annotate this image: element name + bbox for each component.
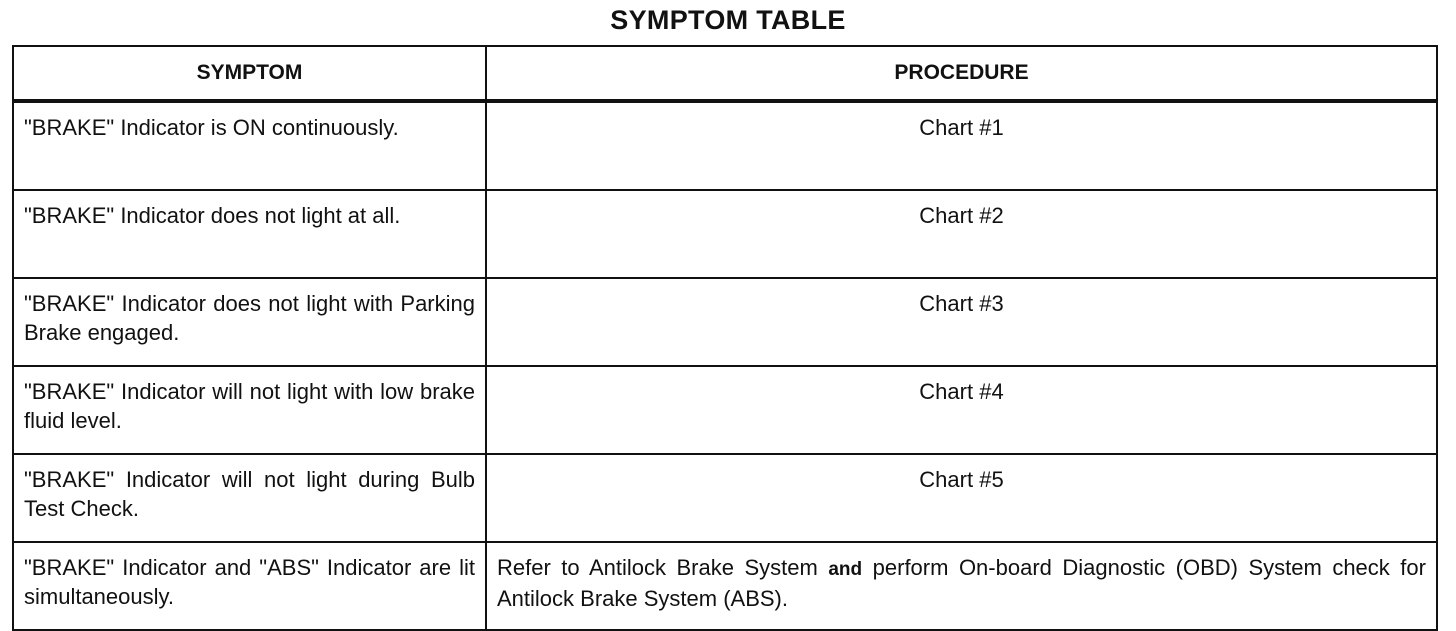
- table-header-row: [13, 46, 1437, 101]
- symptom-cell: "BRAKE" Indicator will not light during Bulb Test Check.: [13, 454, 486, 542]
- column-header-procedure: PROCEDURE: [486, 46, 1437, 101]
- procedure-cell: Chart #5: [486, 454, 1437, 542]
- document-title: SYMPTOM TABLE: [610, 5, 846, 35]
- symptom-table: [12, 45, 1438, 631]
- procedure-cell: Chart #3: [486, 278, 1437, 366]
- procedure-text-part2: perform On-board Diagnostic (OBD) System check for Antilock Brake System (ABS).: [497, 555, 1426, 611]
- symptom-cell: "BRAKE" Indicator does not light at all.: [13, 190, 486, 278]
- symptom-cell: "BRAKE" Indicator is ON continuously.: [13, 101, 486, 190]
- table-row: [13, 278, 1437, 366]
- column-header-symptom: SYMPTOM: [13, 46, 486, 101]
- table-row: [13, 542, 1437, 630]
- table-row: [13, 366, 1437, 454]
- procedure-cell: [486, 542, 1437, 630]
- table-row: [13, 101, 1437, 190]
- symptom-cell: "BRAKE" Indicator will not light with low brake fluid level.: [13, 366, 486, 454]
- symptom-cell: "BRAKE" Indicator does not light with Parking Brake engaged.: [13, 278, 486, 366]
- procedure-text-part1: Refer to Antilock Brake System: [497, 555, 818, 580]
- procedure-cell: Chart #4: [486, 366, 1437, 454]
- symptom-cell: "BRAKE" Indicator and "ABS" Indicator are lit simultaneously.: [13, 542, 486, 630]
- table-row: [13, 190, 1437, 278]
- procedure-cell: Chart #2: [486, 190, 1437, 278]
- procedure-cell: Chart #1: [486, 101, 1437, 190]
- table-row: [13, 454, 1437, 542]
- procedure-join-word: and: [828, 559, 863, 580]
